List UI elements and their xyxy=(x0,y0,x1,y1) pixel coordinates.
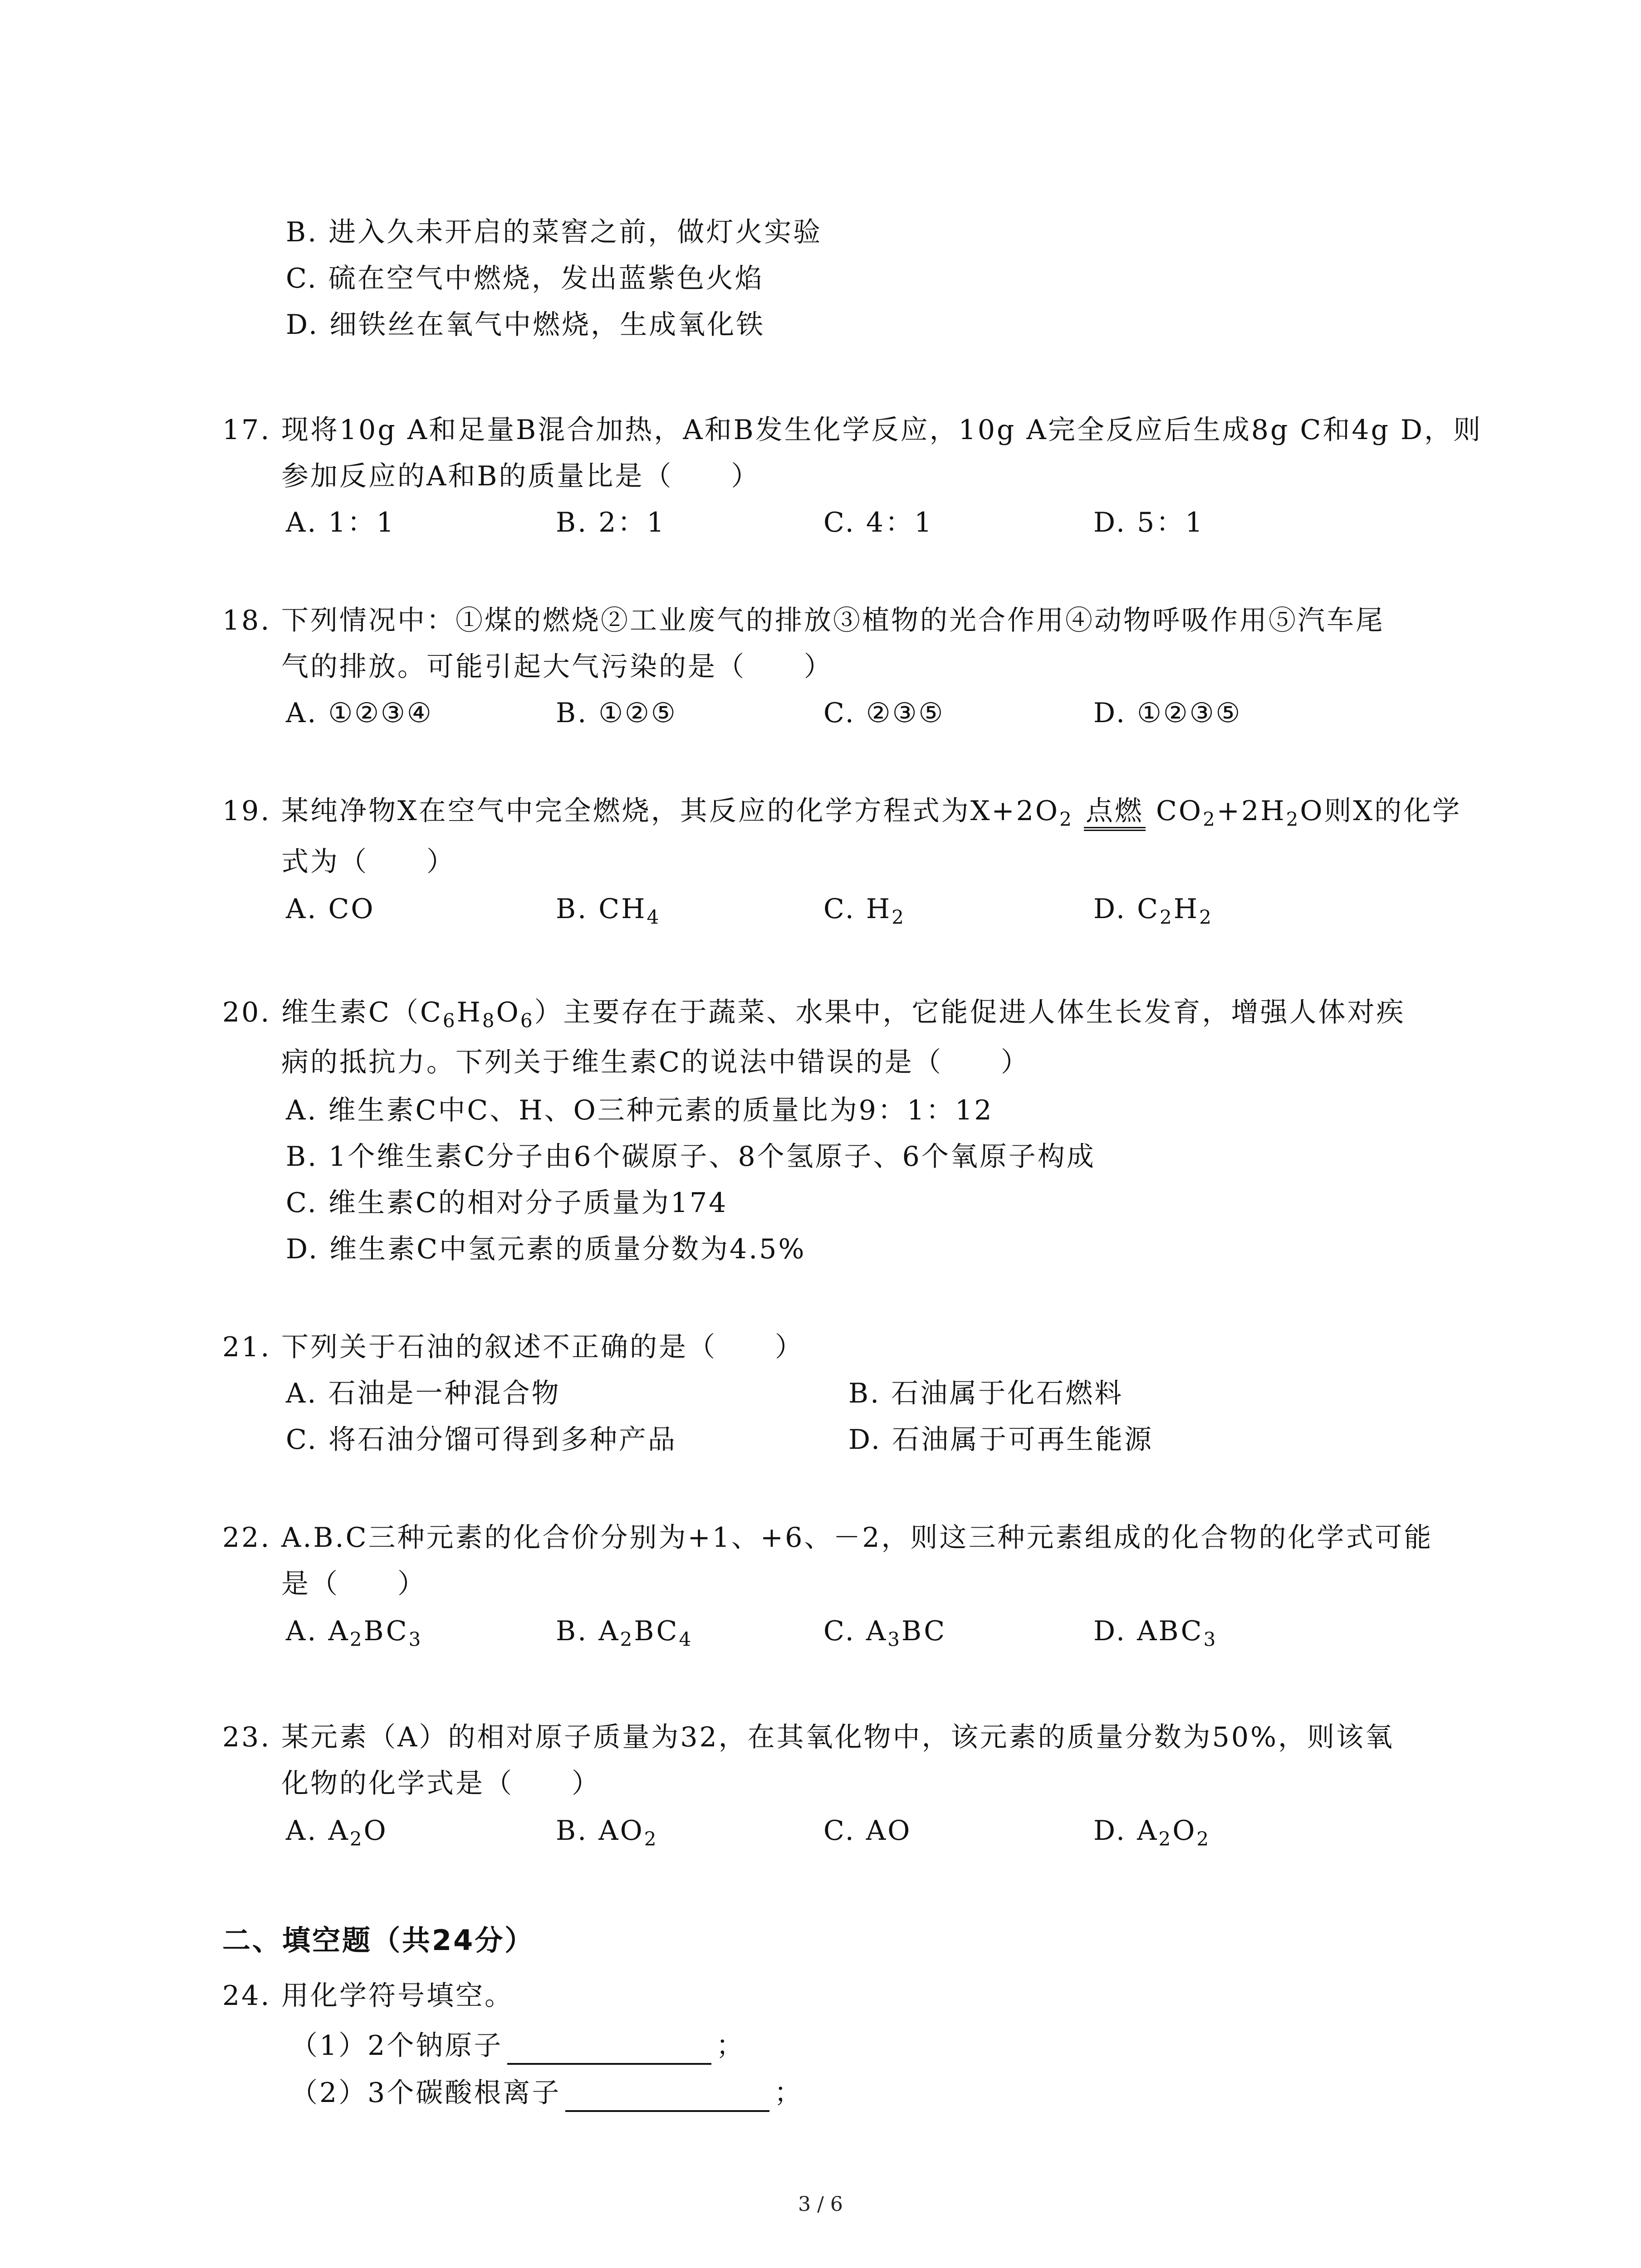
q19-eq-right: O则X的化学 xyxy=(1300,795,1462,827)
q19-option-c-text: C. H xyxy=(823,893,892,925)
q23-option-a xyxy=(286,1812,388,1850)
q19-eq-sub: 2 xyxy=(1059,808,1073,831)
q22-option-a xyxy=(286,1612,422,1650)
q20-number: 20. xyxy=(222,997,271,1028)
q19-option-d-sub: 2 xyxy=(1160,906,1174,929)
q24-sub2-end: ； xyxy=(774,2077,803,2109)
q24-sub1-label: （1）2个钠原子 xyxy=(290,2030,503,2062)
q17-option-c: C. 4：1 xyxy=(823,507,934,538)
q23-option-d xyxy=(1093,1812,1210,1850)
q24-sub1-end: ； xyxy=(716,2030,745,2062)
q19-option-d-text: D. C xyxy=(1093,893,1160,925)
q16-option-b: B. 进入久未开启的菜窖之前，做灯火实验 xyxy=(286,216,823,248)
q19-reaction-condition: 点燃 xyxy=(1084,795,1146,831)
q17-option-d: D. 5：1 xyxy=(1093,507,1205,538)
q23-option-sub: 2 xyxy=(349,1828,364,1850)
q19-option-d xyxy=(1093,890,1213,928)
q22-option-c xyxy=(823,1612,946,1650)
q17-option-b: B. 2：1 xyxy=(556,507,666,538)
q20-stem-line2: 病的抵抗力。下列关于维生素C的说法中错误的是（ ） xyxy=(281,1046,1030,1078)
q19-eq-co: CO xyxy=(1145,795,1203,827)
q22-option-text: BC xyxy=(634,1615,679,1647)
q17-number: 17. xyxy=(222,414,271,446)
q23-option-text: O xyxy=(1172,1815,1197,1847)
q18-number: 18. xyxy=(222,605,271,636)
q22-option-text: D. ABC xyxy=(1093,1615,1204,1647)
q22-option-text: BC xyxy=(901,1615,947,1647)
q19-option-d-sub: 2 xyxy=(1199,906,1213,929)
q23-option-sub: 2 xyxy=(1158,1828,1173,1850)
q21-option-a: A. 石油是一种混合物 xyxy=(286,1378,561,1409)
q18-stem-line1: 下列情况中：①煤的燃烧②工业废气的排放③植物的光合作用④动物呼吸作用⑤汽车尾 xyxy=(281,605,1385,636)
q18-option-b: B. ①②⑤ xyxy=(556,697,677,729)
q21-number: 21. xyxy=(222,1331,271,1363)
q20-text: O xyxy=(496,997,520,1028)
q19-number: 19. xyxy=(222,795,271,827)
q19-option-b xyxy=(556,890,661,928)
q22-option-sub: 3 xyxy=(408,1628,423,1651)
q19-option-b-text: B. CH xyxy=(556,893,647,925)
q19-eq-sub: 2 xyxy=(1203,808,1217,831)
q20-text: ）主要存在于蔬菜、水果中，它能促进人体生长发育，增强人体对疾 xyxy=(534,997,1406,1028)
q23-number: 23. xyxy=(222,1721,271,1753)
q24-sub2-label: （2）3个碳酸根离子 xyxy=(290,2077,561,2109)
q22-option-sub: 2 xyxy=(349,1628,364,1651)
q24-sub1 xyxy=(290,2027,745,2065)
q23-option-sub: 2 xyxy=(1196,1828,1211,1850)
q22-option-b xyxy=(556,1612,693,1650)
q19-stem-line2: 式为（ ） xyxy=(281,846,456,878)
q24-number: 24. xyxy=(222,1980,271,2012)
page-number: 3 / 6 xyxy=(798,2193,843,2216)
q19-eq-mid: +2H xyxy=(1216,795,1286,827)
q24-sub2-answer-blank[interactable] xyxy=(565,2083,769,2112)
q21-option-c: C. 将石油分馏可得到多种产品 xyxy=(286,1424,677,1456)
q24-sub1-answer-blank[interactable] xyxy=(507,2036,711,2065)
q20-option-a: A. 维生素C中C、H、O三种元素的质量比为9：1：12 xyxy=(286,1095,994,1126)
q18-option-d: D. ①②③⑤ xyxy=(1093,697,1242,729)
q20-option-d: D. 维生素C中氢元素的质量分数为4.5% xyxy=(286,1233,806,1265)
q21-option-d: D. 石油属于可再生能源 xyxy=(848,1424,1154,1456)
q22-stem-line1: A.B.C三种元素的化合价分别为+1、+6、－2，则这三种元素组成的化合物的化学式可能 xyxy=(281,1522,1433,1554)
q22-option-sub: 3 xyxy=(1203,1628,1218,1651)
q23-option-text: A. A xyxy=(286,1815,350,1847)
q19-option-d-text: H xyxy=(1173,893,1200,925)
q19-option-b-sub: 4 xyxy=(647,906,661,929)
q22-option-text: A. A xyxy=(286,1615,350,1647)
q22-option-sub: 4 xyxy=(679,1628,693,1651)
q20-text: H xyxy=(456,997,482,1028)
q19-stem-line1 xyxy=(281,792,1461,831)
q23-option-sub: 2 xyxy=(644,1828,658,1850)
q22-option-sub: 2 xyxy=(620,1628,634,1651)
q20-option-b: B. 1个维生素C分子由6个碳原子、8个氢原子、6个氧原子构成 xyxy=(286,1141,1096,1173)
q18-stem-line2: 气的排放。可能引起大气污染的是（ ） xyxy=(281,651,833,683)
q19-eq-left: 某纯净物X在空气中完全燃烧，其反应的化学方程式为X+2O xyxy=(281,795,1060,827)
q24-stem: 用化学符号填空。 xyxy=(281,1980,514,2012)
q19-eq-sub: 2 xyxy=(1286,808,1300,831)
section-heading: 二、填空题（共24分） xyxy=(222,1924,535,1957)
q22-option-text: BC xyxy=(363,1615,409,1647)
q17-option-a: A. 1：1 xyxy=(286,507,396,538)
q22-number: 22. xyxy=(222,1522,271,1554)
q23-stem-line2: 化物的化学式是（ ） xyxy=(281,1768,601,1799)
q20-sub: 6 xyxy=(520,1009,534,1032)
q22-option-text: C. A xyxy=(823,1615,888,1647)
q19-option-a: A. CO xyxy=(286,893,375,925)
q21-option-b: B. 石油属于化石燃料 xyxy=(848,1378,1124,1409)
q18-option-a: A. ①②③④ xyxy=(286,697,433,729)
q17-stem-line2: 参加反应的A和B的质量比是（ ） xyxy=(281,460,760,492)
q18-option-c: C. ②③⑤ xyxy=(823,697,945,729)
q23-option-text: D. A xyxy=(1093,1815,1159,1847)
q23-option-c: C. AO xyxy=(823,1815,912,1847)
q19-option-c-sub: 2 xyxy=(892,906,906,929)
q20-sub: 8 xyxy=(482,1009,496,1032)
q23-option-b xyxy=(556,1812,658,1850)
q23-option-text: O xyxy=(363,1815,388,1847)
q20-text: 维生素C（C xyxy=(281,997,443,1028)
q19-option-c xyxy=(823,890,906,928)
q20-option-c: C. 维生素C的相对分子质量为174 xyxy=(286,1187,728,1219)
q21-stem: 下列关于石油的叙述不正确的是（ ） xyxy=(281,1331,804,1363)
q22-option-d xyxy=(1093,1612,1217,1650)
q16-option-d: D. 细铁丝在氧气中燃烧，生成氧化铁 xyxy=(286,309,765,341)
q22-option-sub: 3 xyxy=(887,1628,901,1651)
q22-option-text: B. A xyxy=(556,1615,620,1647)
q16-option-c: C. 硫在空气中燃烧，发出蓝紫色火焰 xyxy=(286,263,764,294)
q24-sub2 xyxy=(290,2074,803,2112)
q20-sub: 6 xyxy=(442,1009,457,1032)
q23-option-text: B. AO xyxy=(556,1815,644,1847)
q17-stem-line1: 现将10g A和足量B混合加热，A和B发生化学反应，10g A完全反应后生成8g C和4g D，则 xyxy=(281,414,1483,446)
q22-stem-line2: 是（ ） xyxy=(281,1568,426,1600)
q23-stem-line1: 某元素（A）的相对原子质量为32，在其氧化物中，该元素的质量分数为50%，则该氧 xyxy=(281,1721,1395,1753)
q20-stem-line1 xyxy=(281,993,1406,1031)
